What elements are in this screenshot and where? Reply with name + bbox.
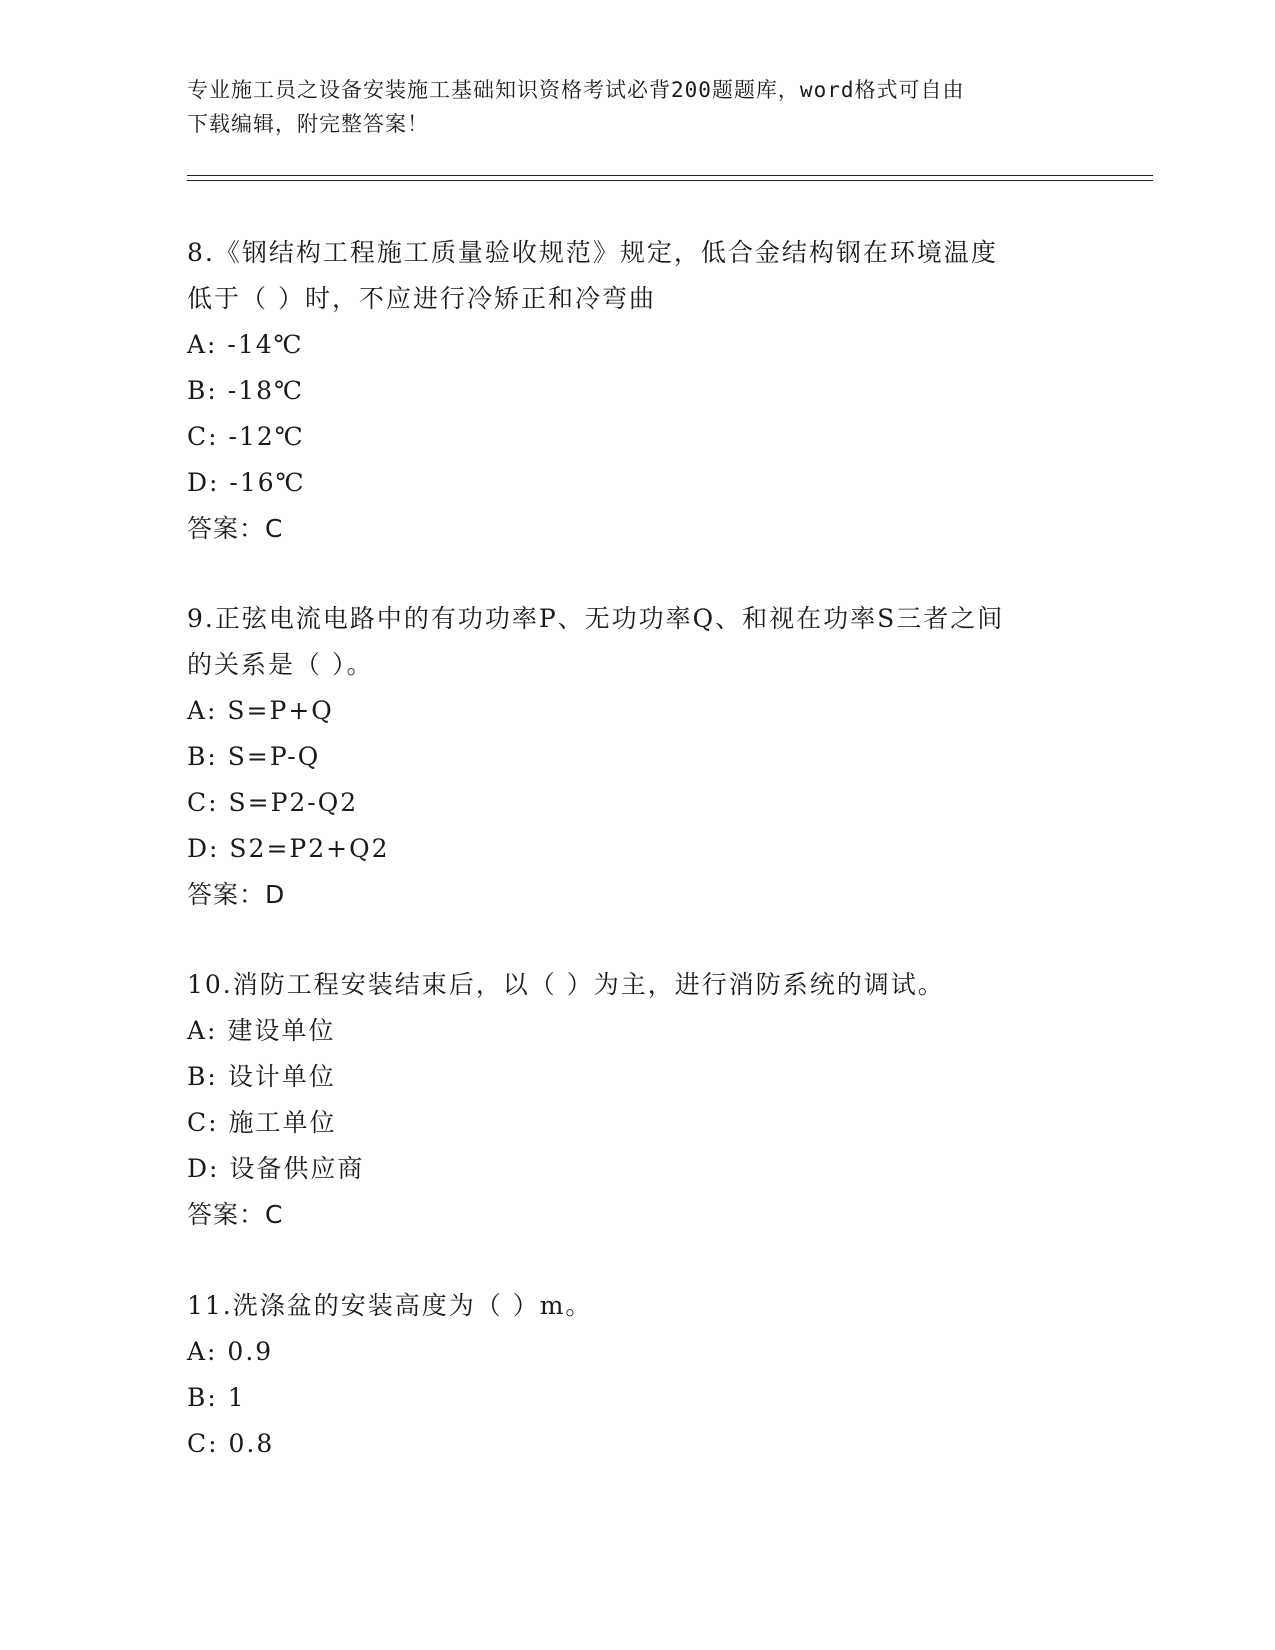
option-d: D: 设备供应商 (187, 1154, 365, 1183)
question-stem-line: 的关系是（ ）。 (187, 650, 374, 679)
option-c: C: S=P2-Q2 (187, 788, 359, 817)
answer: 答案：C (187, 1200, 284, 1229)
question-stem-line: 10.消防工程安装结束后，以（ ）为主，进行消防系统的调试。 (187, 970, 945, 999)
option-a: A: 建设单位 (187, 1016, 336, 1045)
question-stem-line: 9.正弦电流电路中的有功功率P、无功功率Q、和视在功率S三者之间 (187, 604, 1005, 633)
answer: 答案：C (187, 514, 284, 543)
question-stem-line: 8.《钢结构工程施工质量验收规范》规定，低合金结构钢在环境温度 (187, 238, 998, 267)
option-c: C: 0.8 (187, 1429, 275, 1458)
question-stem (187, 230, 1087, 322)
option-b: B: -18℃ (187, 376, 304, 405)
option-b: B: S=P-Q (187, 742, 321, 771)
option-a: A: S=P+Q (187, 696, 334, 725)
option-d: D: S2=P2+Q2 (187, 834, 390, 863)
question-stem (187, 596, 1087, 688)
option-b: B: 设计单位 (187, 1062, 336, 1091)
question-11 (187, 1283, 1087, 1467)
question-stem (187, 962, 1087, 1008)
header-line-2: 下载编辑，附完整答案！ (187, 112, 429, 136)
option-a: A: 0.9 (187, 1337, 274, 1366)
document-header (187, 73, 1067, 141)
header-line-1: 专业施工员之设备安装施工基础知识资格考试必背200题题库，word格式可自由 (187, 78, 965, 102)
question-stem-line: 11.洗涤盆的安装高度为（ ）m。 (187, 1291, 593, 1320)
answer: 答案：D (187, 880, 286, 909)
question-stem (187, 1283, 1087, 1329)
question-9 (187, 596, 1087, 918)
option-a: A: -14℃ (187, 330, 304, 359)
header-divider-top (187, 175, 1153, 176)
question-stem-line: 低于（ ）时，不应进行冷矫正和冷弯曲 (187, 284, 656, 313)
question-8 (187, 230, 1087, 552)
option-c: C: -12℃ (187, 422, 305, 451)
option-c: C: 施工单位 (187, 1108, 337, 1137)
option-b: B: 1 (187, 1383, 246, 1412)
question-10 (187, 962, 1087, 1238)
option-d: D: -16℃ (187, 468, 306, 497)
header-divider-bottom (187, 180, 1153, 181)
